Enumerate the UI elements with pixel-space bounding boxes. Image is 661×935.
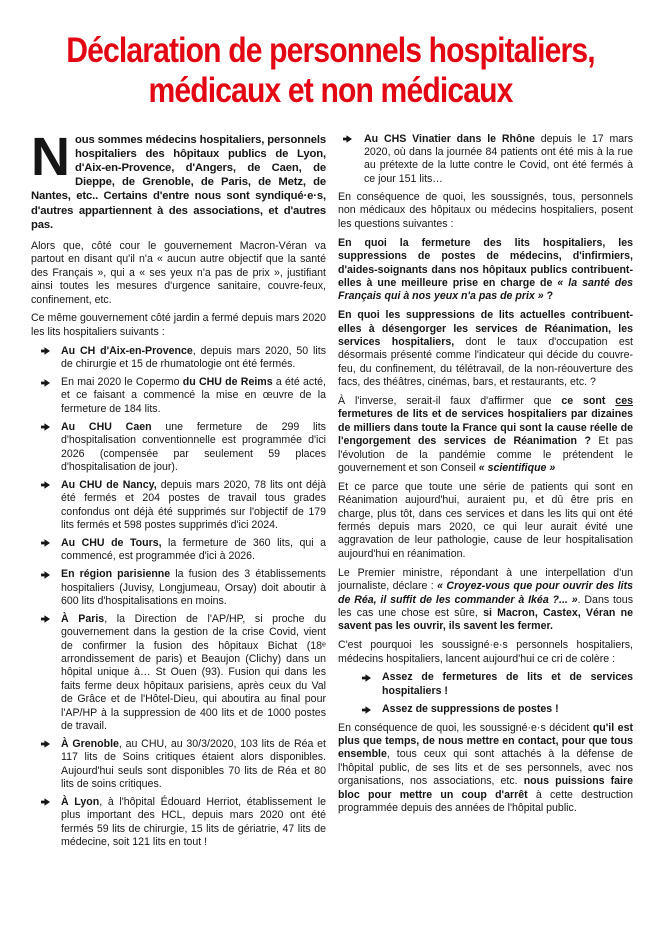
text-run: Et ce parce que toute une série de patients qui sont en Réanimation aujourd'hui, auraient pu, et dû être pris en charge, plus tôt, dans ces services et dans les lits qui ont été fermés depuis mars 2020, ce qui leur aurait évité une aggravation de leur pathologie, cause de leur hospitalisation aujourd'hui en réanimation. (338, 480, 633, 560)
text-run: ce sont (561, 395, 616, 408)
list-item-lyon (31, 796, 326, 850)
text-run: À Lyon (61, 795, 100, 808)
arrow-bullet-icon (41, 615, 50, 623)
text-run: si Macron, Castex, Véran ne savent pas les ouvrir, ils savent les fermer. (338, 606, 633, 633)
text-run: En conséquence de quoi, les soussigné·e·s décident (338, 721, 593, 734)
list-item-grenoble (31, 738, 326, 792)
paragraph-premier-ministre (338, 567, 633, 634)
paragraph-question-fermeture (338, 237, 633, 304)
left-column (31, 126, 326, 854)
text-run: À Paris (61, 612, 105, 625)
text-run: En conséquence de quoi, les soussignés, tous, personnels non médicaux des hôpitaux ou médecins hospitaliers, posent les questions suivantes : (338, 191, 633, 230)
list-item-region-parisienne (31, 568, 326, 608)
list-item-text (382, 703, 559, 715)
dropcap-letter: N (31, 126, 68, 187)
title-line-1: Déclaration de personnels hospitaliers, (66, 31, 595, 70)
list-item-text (61, 421, 326, 473)
text-run: « Croyez-vous que pour ouvrir des lits de Réa, il suffit de les commander à Ikéa ?... » (338, 580, 633, 606)
hospital-closures-list (31, 345, 326, 850)
text-run: Au CHS Vinatier dans le Rhône (364, 132, 535, 145)
arrow-bullet-icon (41, 740, 50, 748)
list-item-caen (31, 421, 326, 475)
list-item-assez-suppressions (338, 703, 633, 716)
list-item-assez-fermetures (338, 671, 633, 698)
text-run: , depuis mars 2020, 50 lits de chirurgie et 15 de rhumatologie ont été fermés. (61, 344, 326, 371)
right-column (338, 133, 633, 854)
text-run: En quoi les suppressions de lits actuelles contribuent-elles à désengorger les services de Réanimation, les services hospitaliers, (338, 309, 633, 348)
text-run: . Dans tous les cas une chose est sûre, (338, 593, 633, 619)
list-item-text (364, 133, 633, 185)
list-item-text (61, 613, 326, 732)
text-run: , tous ceux qui sont attachés à la défense de l'hôpital public, de ses lits et de ses personnels, avec nos organisations, nos associations, etc. (338, 748, 633, 788)
demands-list (338, 671, 633, 716)
list-item-nancy (31, 479, 326, 533)
list-item-text (382, 671, 633, 696)
text-run: du CHU de Reims (182, 376, 273, 389)
list-item-tours (31, 537, 326, 564)
text-run: Au CHU de Tours, (61, 536, 162, 549)
text-run: depuis le 17 mars 2020, où dans la journée 84 patients ont été mis à la rue au prétexte de la lutte contre le Covid, ont été fermés à ce jour 151 lits… (364, 132, 633, 185)
text-run: ces (615, 395, 633, 408)
text-run: C'est pourquoi les soussigné·e·s personnels hospitaliers, médecins hospitaliers, lancent aujourd'hui ce cri de colère : (338, 639, 633, 665)
paragraph-macron-veran (31, 240, 326, 307)
text-run: la fusion des 3 établissements hospitaliers (Juvisy, Longjumeau, Orsay) doit aboutir à 600 lits d'hospitalisations en moins. (61, 568, 326, 607)
arrow-bullet-icon (41, 539, 50, 547)
list-item-vinatier (338, 133, 633, 187)
arrow-bullet-icon (41, 571, 50, 579)
arrow-bullet-icon (41, 481, 50, 489)
text-run: « scientifique » (478, 461, 556, 474)
paragraph-cote-jardin (31, 312, 326, 339)
text-run: En mai 2020 le Copermo (61, 376, 183, 389)
paragraph-question-suppressions (338, 309, 633, 389)
arrow-bullet-icon (41, 347, 50, 355)
list-item-text (61, 796, 326, 848)
text-run: Assez de suppressions de postes ! (382, 703, 559, 716)
text-run: Au CHU de Nancy, (61, 478, 157, 491)
paragraph-final (338, 722, 633, 816)
list-item-text (61, 738, 326, 790)
text-run: Ce même gouvernement côté jardin a fermé depuis mars 2020 les lits hospitaliers suivants : (31, 312, 326, 338)
text-run: a été acté, et ce faisant a commencé la mise en œuvre de la fermeture de 184 lits. (61, 376, 326, 415)
paragraph-consequence (338, 191, 633, 231)
paragraph-cri-de-colere (338, 639, 633, 666)
text-run: nous puissions faire bloc pour mettre un coup d'arrêt (338, 775, 633, 801)
intro-text (31, 126, 326, 231)
arrow-bullet-icon (41, 379, 50, 387)
text-run: dont le taux d'occupation est désormais présenté comme l'indicateur qui décide du couvre-feu, du confinement, du télétravail, de la non-réouverture des facs, des théâtres, cinémas, bars, et restaurants, etc. ? (338, 335, 633, 389)
arrow-bullet-icon (362, 706, 371, 714)
page-title (46, 31, 614, 112)
list-item-text (61, 537, 326, 562)
text-run: À Grenoble (61, 737, 119, 750)
text-run: une fermeture de 299 lits d'hospitalisation conventionnelle est programmée d'ici 2026 (compensée par seulement 59 places d'hospitalisation de jour). (61, 420, 326, 473)
text-run: , au CHU, au 30/3/2020, 103 lits de Réa et 117 lits de Soins critiques étaient alors disponibles. Aujourd'hui seuls sont disponibles 70 lits de Réa et 80 lits de soins critiques. (61, 737, 326, 790)
list-item-aix (31, 345, 326, 372)
text-run: , à l'hôpital Édouard Herriot, établissement le plus important des HCL, depuis mars 2020 ont été fermés 59 lits de chirurgie, 15 lits de gériatrie, 47 lits de médecine, soit 121 lits en tout ! (61, 795, 326, 849)
paragraph-patients-reanimation (338, 481, 633, 561)
arrow-bullet-icon (362, 674, 371, 682)
list-item-reims (31, 376, 326, 416)
list-item-text (61, 345, 326, 370)
list-item-text (61, 479, 326, 531)
text-run: ? (543, 290, 554, 303)
text-run: Au CHU Caen (61, 420, 152, 433)
text-run: la fermeture de 360 lits, qui a commencé, est programmée d'ici à 2026. (61, 536, 326, 563)
arrow-bullet-icon (41, 798, 50, 806)
text-run: Au CH d'Aix-en-Provence (61, 344, 193, 357)
text-run: Et pas l'évolution de la pandémie comme le prétendent le gouvernement et son Conseil (338, 435, 633, 474)
text-run: fermetures de lits et de services hospitaliers par dizaines de milliers dans toute la France qui sont la cause réelle de l'engorgement des services de Réanimation ? (338, 408, 633, 448)
title-line-2: médicaux et non médicaux (148, 71, 513, 111)
text-run: ous sommes médecins hospitaliers, personnels hospitaliers des hôpitaux publics de Lyon, d'Aix-en-Provence, d'Angers, de Caen, de Dieppe, de Grenoble, de Paris, de Metz, de Nantes, etc.. Certains d'entre nous sont syndiqué·e·s, d'autres appartiennent à des associations, et d'autres pas. (31, 133, 326, 231)
text-run: depuis mars 2020, 78 lits ont déjà été fermés et 204 postes de travail tous grades confondus ont déjà été supprimés sur l'objectif de 179 lits fermés et 598 postes supprimés d'ici 2024. (61, 478, 326, 531)
text-run: Alors que, côté cour le gouvernement Macron-Véran va partout en disant qu'il n'a « aucun autre objectif que la santé des Français », qui a « ses yeux n'a pas de prix », justifiant ainsi toutes les mesures d'urgence sanitaire, couvre-feux, confinement, etc. (31, 240, 326, 306)
list-item-paris (31, 613, 326, 734)
text-run: à cette destruction programmée depuis des années de l'hôpital public. (338, 788, 633, 814)
text-run: En région parisienne (61, 568, 171, 581)
arrow-bullet-icon (41, 423, 50, 431)
text-run: En quoi la fermeture des lits hospitaliers, les suppressions de postes de médecins, d'infirmiers, d'aides-soignants dans nos hôpitaux publics contribuent-elles à une meilleure prise en charge de (338, 236, 633, 289)
list-item-text (61, 376, 326, 415)
text-run: , la Direction de l'AP/HP, si proche du gouvernement dans la gestion de la crise Covid, vient de confirmer la fusion des hôpitaux Bichat (18ᵉ arrondissement de paris) et Beaujon (Clichy) dans un hôpital unique à… St Ouen (93). Fusion qui dans les faits ferme deux hôpitaux parisiens, après ceux du Val de Grâce et de l'Hôtel-Dieu, qui aboutira au final pour l'AP/HP à la suppression de 400 lits et de 1000 postes de travail. (61, 612, 326, 732)
text-run: À l'inverse, serait-il faux d'affirmer que (338, 395, 562, 408)
list-item-text (61, 568, 326, 607)
intro-paragraph (31, 126, 326, 233)
text-run: « la santé des Français qui à nos yeux n'a pas de prix » (338, 276, 633, 303)
paragraph-inverse (338, 395, 633, 475)
text-run: Le Premier ministre, répondant à une interpellation d'un journaliste, déclare : (338, 566, 633, 593)
text-run: Assez de fermetures de lits et de services hospitaliers ! (382, 671, 633, 697)
two-column-layout (0, 112, 661, 854)
text-run: qu'il est plus que temps, de nous mettre en contact, pour que tous ensemble (338, 721, 633, 761)
arrow-bullet-icon (343, 135, 352, 143)
